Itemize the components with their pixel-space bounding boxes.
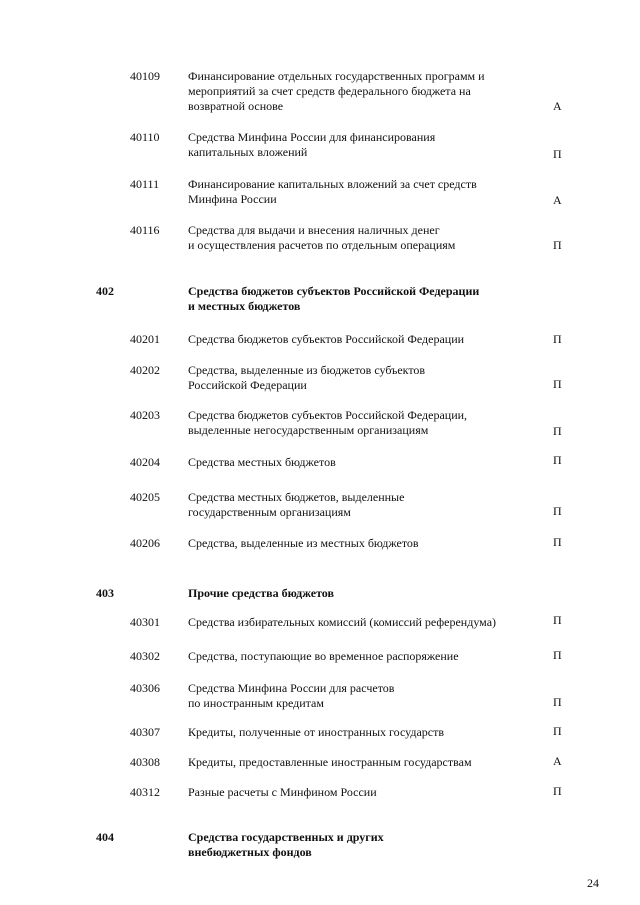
account-type: П xyxy=(553,377,562,391)
account-code: 40116 xyxy=(130,223,160,237)
account-type: П xyxy=(553,613,562,627)
account-description: Средства бюджетов субъектов Российской Федерации, выделенные негосударственным организациям xyxy=(188,408,468,437)
section-title: Средства бюджетов субъектов Российской Федерации и местных бюджетов xyxy=(188,284,480,313)
account-description: Средства местных бюджетов, выделенные государственным организациям xyxy=(188,490,405,519)
account-type: П xyxy=(553,238,562,252)
account-code: 40205 xyxy=(130,490,160,504)
account-description: Средства, поступающие во временное распоряжение xyxy=(188,649,459,663)
page-number: 24 xyxy=(587,876,599,890)
section-code: 403 xyxy=(96,586,114,600)
account-type: П xyxy=(553,504,562,518)
account-code: 40307 xyxy=(130,725,160,739)
account-description: Финансирование отдельных государственных программ и мероприятий за счет средств федерального бюджета на возвратной основе xyxy=(188,69,485,113)
account-type: П xyxy=(553,453,562,467)
account-code: 40111 xyxy=(130,177,160,191)
account-code: 40201 xyxy=(130,332,160,346)
account-description: Средства Минфина России для расчетов по иностранным кредитам xyxy=(188,681,395,710)
account-code: 40109 xyxy=(130,69,160,83)
account-type: П xyxy=(553,695,562,709)
account-type: П xyxy=(553,332,562,346)
account-code: 40202 xyxy=(130,363,160,377)
account-description: Средства Минфина России для финансирования капитальных вложений xyxy=(188,130,436,159)
account-description: Средства бюджетов субъектов Российской Федерации xyxy=(188,332,465,346)
account-type: П xyxy=(553,424,562,438)
account-type: П xyxy=(553,784,562,798)
account-description: Средства для выдачи и внесения наличных денег и осуществления расчетов по отдельным операциям xyxy=(188,223,456,252)
account-type: А xyxy=(553,754,562,768)
account-description: Средства, выделенные из бюджетов субъектов Российской Федерации xyxy=(188,363,426,392)
account-description: Средства избирательных комиссий (комиссий референдума) xyxy=(188,615,497,629)
section-title: Прочие средства бюджетов xyxy=(188,586,334,600)
account-code: 40206 xyxy=(130,536,160,550)
account-code: 40110 xyxy=(130,130,160,144)
account-code: 40306 xyxy=(130,681,160,695)
account-description: Кредиты, полученные от иностранных государств xyxy=(188,725,445,739)
account-type: П xyxy=(553,147,562,161)
account-type: А xyxy=(553,193,562,207)
account-description: Средства местных бюджетов xyxy=(188,455,336,469)
account-code: 40301 xyxy=(130,615,160,629)
account-type: А xyxy=(553,99,562,113)
section-title: Средства государственных и других внебюджетных фондов xyxy=(188,830,384,859)
account-code: 40204 xyxy=(130,455,160,469)
account-type: П xyxy=(553,535,562,549)
section-code: 404 xyxy=(96,830,114,844)
account-type: П xyxy=(553,648,562,662)
account-description: Кредиты, предоставленные иностранным государствам xyxy=(188,755,472,769)
account-description: Разные расчеты с Минфином России xyxy=(188,785,377,799)
account-code: 40302 xyxy=(130,649,160,663)
account-type: П xyxy=(553,724,562,738)
account-description: Финансирование капитальных вложений за счет средств Минфина России xyxy=(188,177,477,206)
account-description: Средства, выделенные из местных бюджетов xyxy=(188,536,419,550)
account-code: 40203 xyxy=(130,408,160,422)
account-code: 40308 xyxy=(130,755,160,769)
section-code: 402 xyxy=(96,284,114,298)
account-code: 40312 xyxy=(130,785,160,799)
